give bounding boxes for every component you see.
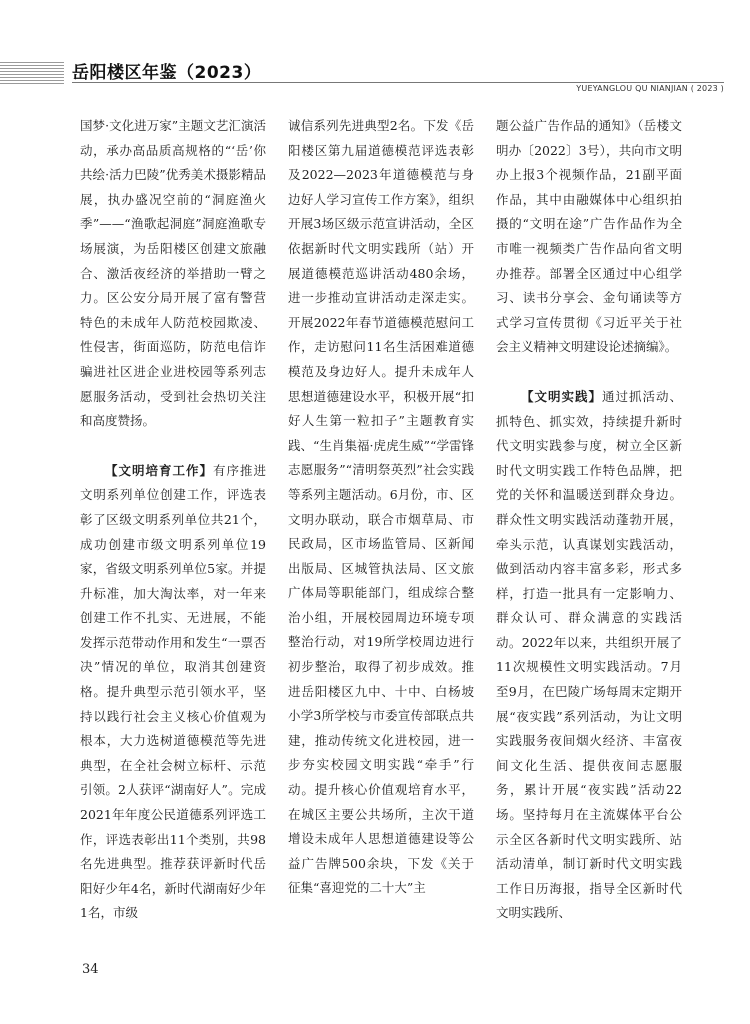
section-heading-civilization-practice: 【文明实践】 [521, 388, 602, 404]
paragraph-civilization-cultivation [80, 459, 266, 926]
page-number: 34 [82, 962, 99, 977]
paragraph-civilization-practice [496, 385, 682, 926]
yearbook-subtitle: YUEYANGLOU QU NIANJIAN ( 2023 ) [576, 84, 724, 93]
paragraph-continuation: 题公益广告作品的通知》（岳楼文明办〔2022〕3号），共向市文明办上报3个视频作品，21副平面作品，其中由融媒体中心组织拍摄的“文明在途”广告作品作为全市唯一视频类广告作品向省文明办推荐。部署全区通过中心组学习、读书分享会、金句诵读等方式学习宣传贯彻《习近平关于社会主义精神文明建设论述摘编》。 [496, 118, 682, 355]
paragraph-body: 有序推进文明系列单位创建工作，评选表彰了区级文明系列单位共21个，成功创建市级文明系列单位19家，省级文明系列单位5家。并提升标准，加大淘汰率，对一年来创建工作不扎实、无进展，不能发挥示范带动作用和发生“一票否决”情况的单位，取消其创建资格。提升典型示范引领水平，坚持以践行社会主义核心价值观为根本，大力选树道德模范等先进典型，在全社会树立标杆、示范引领。2人获评“湖南好人”。完成2021年年度公民道德系列评选工作，评选表彰出11个类别，共98名先进典型。推荐获评新时代岳阳好少年4名，新时代湖南好少年1名，市级 [80, 462, 266, 921]
yearbook-title: 岳阳楼区年鉴（2023） [72, 63, 262, 83]
paragraph-body: 通过抓活动、抓特色、抓实效，持续提升新时代文明实践参与度，树立全区新时代文明实践工作特色品牌，把党的关怀和温暖送到群众身边。群众性文明实践活动蓬勃开展，牵头示范，认真谋划实践活动，做到活动内容丰富多彩，形式多样，打造一批具有一定影响力、群众认可、群众满意的实践活动。2022年以来，共组织开展了11次规模性文明实践活动。7月至9月，在巴陵广场每周末定期开展“夜实践”系列活动，为让文明实践服务夜间烟火经济、丰富夜间文化生活、提供夜间志愿服务，累计开展“夜实践”活动22场。坚持每月在主流媒体平台公示全区各新时代文明实践所、站活动清单，制订新时代文明实践工作日历海报，指导全区新时代文明实践所、 [496, 388, 682, 921]
text-column-3 [496, 114, 682, 926]
text-column-1 [80, 114, 266, 926]
header-divider [72, 82, 724, 83]
header-stripes-decoration [0, 62, 64, 84]
paragraph-continuation: 国梦·文化进万家”主题文艺汇演活动，承办高品质高规格的“‘岳’你共绘·活力巴陵”优秀美术摄影精品展，执办盛况空前的“洞庭渔火季”——“渔歌起洞庭”洞庭渔歌专场展演，为岳阳楼区创建文旅融合、激活夜经济的举措助一臂之力。区公安分局开展了富有警营特色的未成年人防范校园欺凌、性侵害，街面巡防，防范电信诈骗进社区进企业进校园等系列志愿服务活动，受到社会热切关注和高度赞扬。 [80, 118, 266, 429]
section-heading-civilization-cultivation: 【文明培育工作】 [105, 462, 213, 478]
paragraph-continuation: 诚信系列先进典型2名。下发《岳阳楼区第九届道德模范评选表彰及2022—2023年道德模范与身边好人学习宣传工作方案》，组织开展3场区级示范宣讲活动，全区依据新时代文明实践所（站）开展道德模范巡讲活动480余场，进一步推动宣讲活动走深走实。开展2022年春节道德模范慰问工作，走访慰问11名生活困难道德模范及身边好人。提升未成年人思想道德建设水平，积极开展“扣好人生第一粒扣子”主题教育实践、“生肖集福·虎虎生威”“学雷锋志愿服务”“清明祭英烈”社会实践等系列主题活动。6月份，市、区文明办联动，联合市烟草局、市民政局，区市场监管局、区新闻出版局、区城管执法局、区文旅广体局等职能部门，组成综合整治小组，开展校园周边环境专项整治行动，对19所学校周边进行初步整治，取得了初步成效。推进岳阳楼区九中、十中、白杨坡小学3所学校与市委宣传部联点共建，推动传统文化进校园，进一步夯实校园文明实践“牵手”行动。提升核心价值观培育水平，在城区主要公共场所，主次干道增设未成年人思想道德建设等公益广告牌500余块，下发《关于征集“喜迎党的二十大”主 [288, 118, 474, 896]
text-column-2 [288, 114, 474, 901]
